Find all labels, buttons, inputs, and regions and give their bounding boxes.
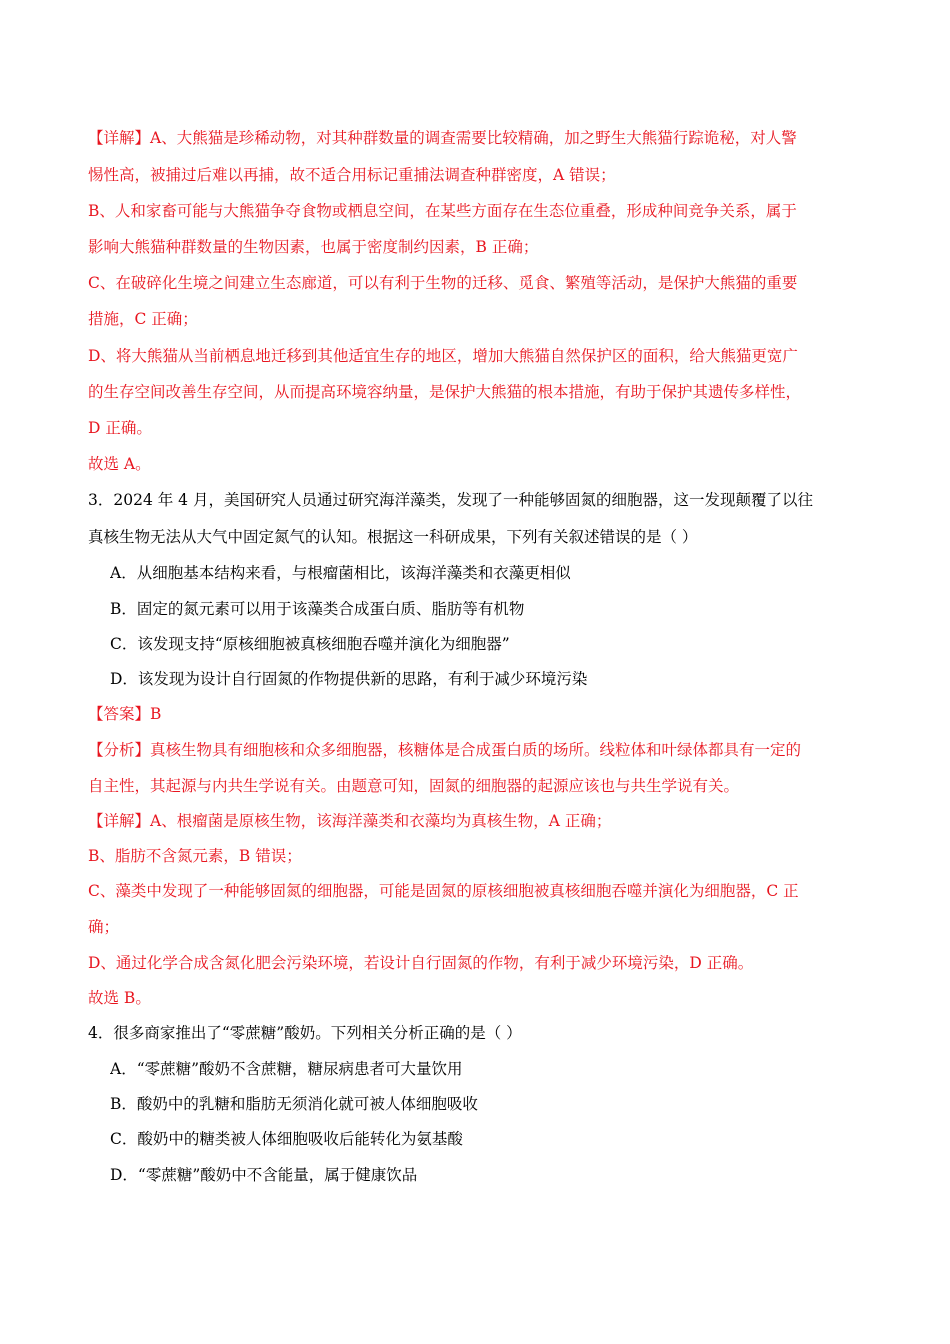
q3-option-c: C．该发现支持“原核细胞被真核细胞吞噬并演化为细胞器”	[110, 635, 510, 653]
q2-detail-line: 的生存空间改善生存空间，从而提高环境容纳量，是保护大熊猫的根本措施，有助于保护其遗传多样性，	[88, 383, 802, 401]
q2-detail-line: 措施，C 正确；	[88, 310, 198, 328]
q2-detail-line: D、将大熊猫从当前栖息地迁移到其他适宜生存的地区，增加大熊猫自然保护区的面积，给大熊猫更宽广	[88, 347, 798, 365]
q2-detail-line: 惕性高，被捕过后难以再捕，故不适合用标记重捕法调查种群密度，A 错误；	[88, 166, 616, 184]
q4-option-c: C．酸奶中的糖类被人体细胞吸收后能转化为氨基酸	[110, 1130, 463, 1148]
q2-detail-line: D 正确。	[88, 419, 152, 437]
q3-detail-line: 【详解】A、根瘤菌是原核生物，该海洋藻类和衣藻均为真核生物，A 正确；	[88, 812, 612, 830]
q3-option-d: D．该发现为设计自行固氮的作物提供新的思路，有利于减少环境污染	[110, 670, 588, 688]
q3-stem-line: 3．2024 年 4 月，美国研究人员通过研究海洋藻类，发现了一种能够固氮的细胞器，这一发现颠覆了以往	[88, 491, 813, 509]
q2-conclusion: 故选 A。	[88, 455, 151, 473]
q3-answer: 【答案】B	[88, 705, 162, 723]
q3-detail-line: C、藻类中发现了一种能够固氮的细胞器，可能是固氮的原核细胞被真核细胞吞噬并演化为细胞器，C 正	[88, 882, 799, 900]
q2-detail-line: 【详解】A、大熊猫是珍稀动物，对其种群数量的调查需要比较精确，加之野生大熊猫行踪诡秘，对人警	[88, 129, 797, 147]
q3-detail-line: D、通过化学合成含氮化肥会污染环境，若设计自行固氮的作物，有利于减少环境污染，D 正确。	[88, 954, 754, 972]
q4-option-a: A．“零蔗糖”酸奶不含蔗糖，糖尿病患者可大量饮用	[110, 1060, 463, 1078]
q3-option-b: B．固定的氮元素可以用于该藻类合成蛋白质、脂肪等有机物	[110, 600, 525, 618]
q2-detail-line: C、在破碎化生境之间建立生态廊道，可以有利于生物的迁移、觅食、繁殖等活动，是保护大熊猫的重要	[88, 274, 798, 292]
q3-analysis-line: 【分析】真核生物具有细胞核和众多细胞器，核糖体是合成蛋白质的场所。线粒体和叶绿体都具有一定的	[88, 741, 802, 759]
q3-detail-line: 确；	[88, 918, 120, 936]
q4-option-d: D．“零蔗糖”酸奶中不含能量，属于健康饮品	[110, 1166, 418, 1184]
q3-option-a: A．从细胞基本结构来看，与根瘤菌相比，该海洋藻类和衣藻更相似	[110, 564, 571, 582]
q3-conclusion: 故选 B。	[88, 989, 151, 1007]
q3-detail-line: B、脂肪不含氮元素，B 错误；	[88, 847, 302, 865]
q3-analysis-line: 自主性，其起源与内共生学说有关。由题意可知，固氮的细胞器的起源应该也与共生学说有关。	[88, 777, 740, 795]
q2-detail-line: B、人和家畜可能与大熊猫争夺食物或栖息空间，在某些方面存在生态位重叠，形成种间竞争关系，属于	[88, 202, 797, 220]
q3-stem-line: 真核生物无法从大气中固定氮气的认知。根据这一科研成果，下列有关叙述错误的是（ ）	[88, 528, 698, 546]
q4-option-b: B．酸奶中的乳糖和脂肪无须消化就可被人体细胞吸收	[110, 1095, 478, 1113]
q2-detail-line: 影响大熊猫种群数量的生物因素，也属于密度制约因素，B 正确；	[88, 238, 539, 256]
q4-stem: 4．很多商家推出了“零蔗糖”酸奶。下列相关分析正确的是（ ）	[88, 1024, 522, 1042]
